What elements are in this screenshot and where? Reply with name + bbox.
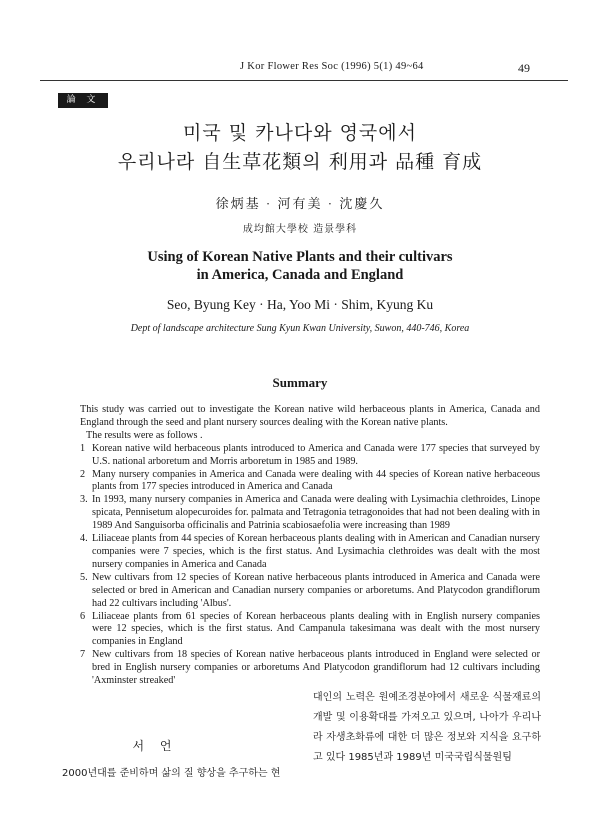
summary-result-number: 1 xyxy=(80,442,86,454)
korean-authors: 徐炳基 · 河有美 · 沈慶久 xyxy=(215,196,385,211)
korean-title-line-2: 우리나라 自生草花類의 利用과 品種 育成 xyxy=(117,151,483,173)
section-tag: 論 文 xyxy=(58,93,108,108)
english-affiliation: Dept of landscape architecture Sung Kyun Kwan University, Suwon, 440-746, Korea xyxy=(130,323,470,334)
summary-result-text: Many nursery companies in America and Canada were dealing with 44 species of Korean native herbaceous plants from 177 species introduced in America and Canada xyxy=(92,468,540,493)
summary-result-number: 4. xyxy=(80,533,88,545)
english-authors: Seo, Byung Key · Ha, Yoo Mi · Shim, Kyung Ku xyxy=(166,297,434,312)
summary-result-number: 5. xyxy=(80,571,88,583)
summary-result-item xyxy=(80,572,540,611)
summary-result-text: Korean native wild herbaceous plants introduced to America and Canada were 177 species that surveyed by U.S. national arboretum and Morris arboretum in 1985 and 1989. xyxy=(92,442,540,467)
korean-title-line-1: 미국 및 카나다와 영국에서 xyxy=(182,122,417,144)
body-right-paragraph: 대인의 노력은 원예조경분야에서 새로운 식물재료의 개발 및 이용확대를 가져오고 있으며, 나아가 우리나라 자생초화류에 대한 더 많은 정보와 지식을 요구하고 있다 1985년과 1989년 미국국립식물원팀 xyxy=(313,692,541,763)
body-left-column: 2000년대를 준비하며 삶의 질 향상을 추구하는 현 xyxy=(62,768,281,779)
summary-result-text: Liliaceae plants from 44 species of Korean herbaceous plants dealing with in American and Canadian nursery companies were 7 species, which is the first status. And Lysimachia clethroides was dealt with the most nursery companies in America and Canada xyxy=(92,533,540,570)
introduction-heading: 서 언 xyxy=(132,739,178,753)
english-title-line-1: Using of Korean Native Plants and their cultivars xyxy=(147,249,453,265)
summary-result-item xyxy=(80,494,540,533)
korean-affiliation: 成均館大學校 造景學科 xyxy=(242,224,358,235)
summary-result-item xyxy=(80,443,540,469)
summary-result-item xyxy=(80,469,540,495)
summary-results-intro: The results were as follows . xyxy=(86,429,203,441)
running-header xyxy=(40,61,560,75)
summary-heading: Summary xyxy=(272,375,328,390)
summary-result-number: 3. xyxy=(80,494,88,506)
page-number: 49 xyxy=(518,61,530,75)
summary-result-number: 6 xyxy=(80,610,86,622)
journal-reference: J Kor Flower Res Soc (1996) 5(1) 49~64 xyxy=(240,61,424,72)
summary-result-text: New cultivars from 12 species of Korean native herbaceous plants introduced in America and Canada were selected or bred in American and Canadian nursery companies or arboretums. And Platycodon grandiflorum had 22 cultivars including 'Albus'. xyxy=(92,571,540,609)
body-right-column xyxy=(313,688,541,768)
summary-result-item xyxy=(80,649,540,688)
summary-body xyxy=(80,404,540,688)
summary-intro: This study was carried out to investigate the Korean native wild herbaceous plants in America, Canada and England through the seed and plant nursery sources dealing with the Korean native plants. xyxy=(80,404,540,428)
summary-result-item xyxy=(80,533,540,572)
summary-result-text: In 1993, many nursery companies in America and Canada were dealing with Lysimachia clethroides, Linope spicata, Pennisetum alopecuroides for. palmata and Tetragonia tetragonoides that had not been dealing with in 1989 And Sanguisorba officinalis and Patrinia scabiosaefolia were increasing than 1989 xyxy=(92,494,540,532)
summary-result-text: New cultivars from 18 species of Korean native herbaceous plants introduced in England were selected or bred in English nursery companies or arboretums And Platycodon grandiflorum had 12 cultivars including 'Axminster streaked' xyxy=(92,649,540,687)
summary-results-list xyxy=(80,443,540,688)
summary-result-number: 7 xyxy=(80,649,86,661)
summary-result-number: 2 xyxy=(80,468,86,480)
summary-result-item xyxy=(80,611,540,650)
summary-result-text: Liliaceae plants from 61 species of Korean herbaceous plants dealing with in English nursery companies were 12 species, which is the first status. And Campanula takesimana was dealt with the most nursery companies in England xyxy=(92,610,540,648)
english-title-line-2: in America, Canada and England xyxy=(196,267,404,283)
header-rule xyxy=(40,80,568,81)
